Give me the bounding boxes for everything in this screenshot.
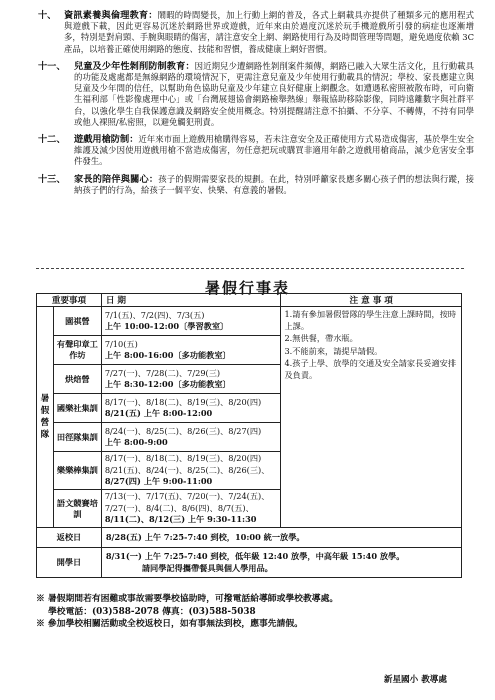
item-dates: 7/27(一)、7/28(二)、7/29(三) 上午 8:30-12:00〔多功能教室〕 (101, 365, 281, 394)
footer-note-leave: ※ 參加學校相關活動或全校返校日，如有事無法到校，應事先請假。 (36, 619, 303, 629)
table-row (37, 307, 462, 336)
item-name: 樂樂棒集訓 (53, 452, 101, 490)
section-body: 近年來市面上遊戲用槍購得容易，若未注意安全及正確使用方式易造成傷害，基於學生安全維護及減少因使用遊戲用槍不當造成傷害，勿任意把玩或購買非適用年齡之遊戲用槍商品，減少危害安全事件發生。 (74, 134, 475, 167)
item-dates: 8/17(一)、8/18(二)、8/19(三)、8/20(四) 8/21(五)、8/24(一)、8/25(二)、8/26(三)、 8/27(四) 上午 9:00-11:00 (101, 452, 281, 490)
section-heading: 家長的陪伴與關心： (74, 173, 159, 185)
footer-notes (36, 593, 462, 631)
notes-cell (281, 307, 462, 528)
item-name: 園祺營 (53, 307, 101, 336)
school-phone: 學校電話：(03)588-2078 傳真：(03)588-5038 (48, 606, 256, 617)
section-number: 十三、 (38, 173, 66, 185)
signature: 新星國小 教導處 (383, 675, 447, 685)
group-label (37, 307, 54, 528)
section-10 (38, 10, 474, 55)
section-body: 孩子的假期需要家長的規劃。在此，特別呼籲家長應多關心孩子們的想法與行蹤，接納孩子們的行為，給孩子一個平安、快樂、有意義的暑假。 (74, 173, 475, 195)
header-date: 日 期 (101, 294, 281, 307)
opening-label: 開學日 (37, 548, 102, 578)
item-dates: 7/13(一)、7/17(五)、7/20(一)、7/24(五)、 7/27(一)、8/4(二)、8/6(四)、8/7(五)、 8/11(二)、8/12(三) 上午 9:30-11:30 (101, 490, 281, 528)
page-title: 暑假行事表 (204, 279, 290, 297)
item-dates: 8/17(一)、8/18(二)、8/19(三)、8/20(四) 8/21(五) 上午 8:00-12:00 (101, 394, 281, 423)
footer-note-help: ※ 暑假期間若有困難或事故需要學校協助時，可撥電話給導師或學校教導處。 (36, 594, 339, 604)
item-dates: 8/24(一)、8/25(二)、8/26(三)、8/27(四) 上午 8:00-9:00 (101, 423, 281, 452)
opening-text: 8/31(一) 上午 7:25-7:40 到校，低年級 12:40 放學，中高年級 15:40 放學。 請同學記得攜帶餐具與個人學用品。 (101, 548, 461, 578)
item-dates: 7/1(五)、7/2(四)、7/3(五) 上午 10:00-12:00〔學習教室〕 (101, 307, 281, 336)
table-header-row (37, 294, 462, 307)
note-item: 2.無供餐，帶水瓶。 (284, 333, 358, 343)
section-heading: 資訊素養與倫理教育： (64, 10, 158, 21)
item-name: 田徑隊集訓 (53, 423, 101, 452)
dashed-divider (36, 268, 464, 269)
section-number: 十二、 (38, 134, 66, 146)
header-item: 重要事項 (37, 294, 102, 307)
group-label-text: 暑 假 營 隊 (40, 394, 50, 440)
note-item: 1.請有參加暑假營隊的學生注意上課時間，按時上課。 (284, 309, 457, 331)
note-item: 3.不能前來，請提早請假。 (284, 345, 383, 356)
back-to-school-text: 8/28(五) 上午 7:25-7:40 到校，10:00 統一放學。 (101, 528, 461, 548)
section-heading: 兒童及少年性剝削防制教育： (74, 60, 195, 72)
section-number: 十、 (38, 10, 57, 21)
schedule-table (36, 293, 462, 578)
back-to-school-label: 返校日 (37, 528, 102, 548)
announcement-sections (38, 10, 474, 202)
section-13 (38, 174, 474, 196)
section-11 (38, 61, 474, 128)
item-name: 烘焙營 (53, 365, 101, 394)
section-heading: 遊戲用槍防制： (74, 134, 139, 146)
section-body: 因近期兒少遭網路性剝削案件頻傳，網路已融入大眾生活文化，且行動載具的功能及處處都是無線網路的環境情況下，更需注意兒童及少年使用行動載具的情況；學校、家長應建立與兒童及少年間的信任，以幫助角色協助兒童及少年建立良好健康上網觀念。如遭遇私密照被散布時，可向衛生福利部「性影像處理中心」或「台灣展翅協會網路檢舉熱線」舉報協助移除影像，同時遠離數字與社群平台，以強化學生自我保護意識及網路安全使用概念。特別提醒請注意不拍攝、不分享、不轉傳，不持有同學或他人裸照/私密照，以避免觸犯刑責。 (74, 60, 475, 127)
section-number: 十一、 (38, 60, 66, 72)
note-item: 4.孩子上學、放學的交通及安全請家長妥適安排及負責。 (284, 358, 457, 380)
item-name: 語文競賽培訓 (53, 490, 101, 528)
header-notes: 注 意 事 項 (281, 294, 462, 307)
section-12 (38, 134, 474, 168)
item-dates: 7/10(五) 上午 8:00-16:00〔多功能教室〕 (101, 336, 281, 365)
table-row-back-to-school (37, 528, 462, 548)
item-name: 國樂社集訓 (53, 394, 101, 423)
item-name: 有聲印章工作坊 (53, 336, 101, 365)
table-row-opening (37, 548, 462, 578)
section-body: 鬧暇的時間變長，加上行動上網的普及，各式上網載具亦提供了種類多元的應用程式與遊戲下載，因此更容易沉迷於網路世界或遊戲，近年來由於過度沉迷於玩手機遊戲所引發的病症也逐漸增多，特別是對肩頸、手腕與眼睛的傷害，請注意安全上網、網路使用行為及時間管理等問題，避免過度依賴 3C 產品，以培養正確使用網路的態度、技能和習慣，養成健康上網好習慣。 (64, 10, 475, 54)
